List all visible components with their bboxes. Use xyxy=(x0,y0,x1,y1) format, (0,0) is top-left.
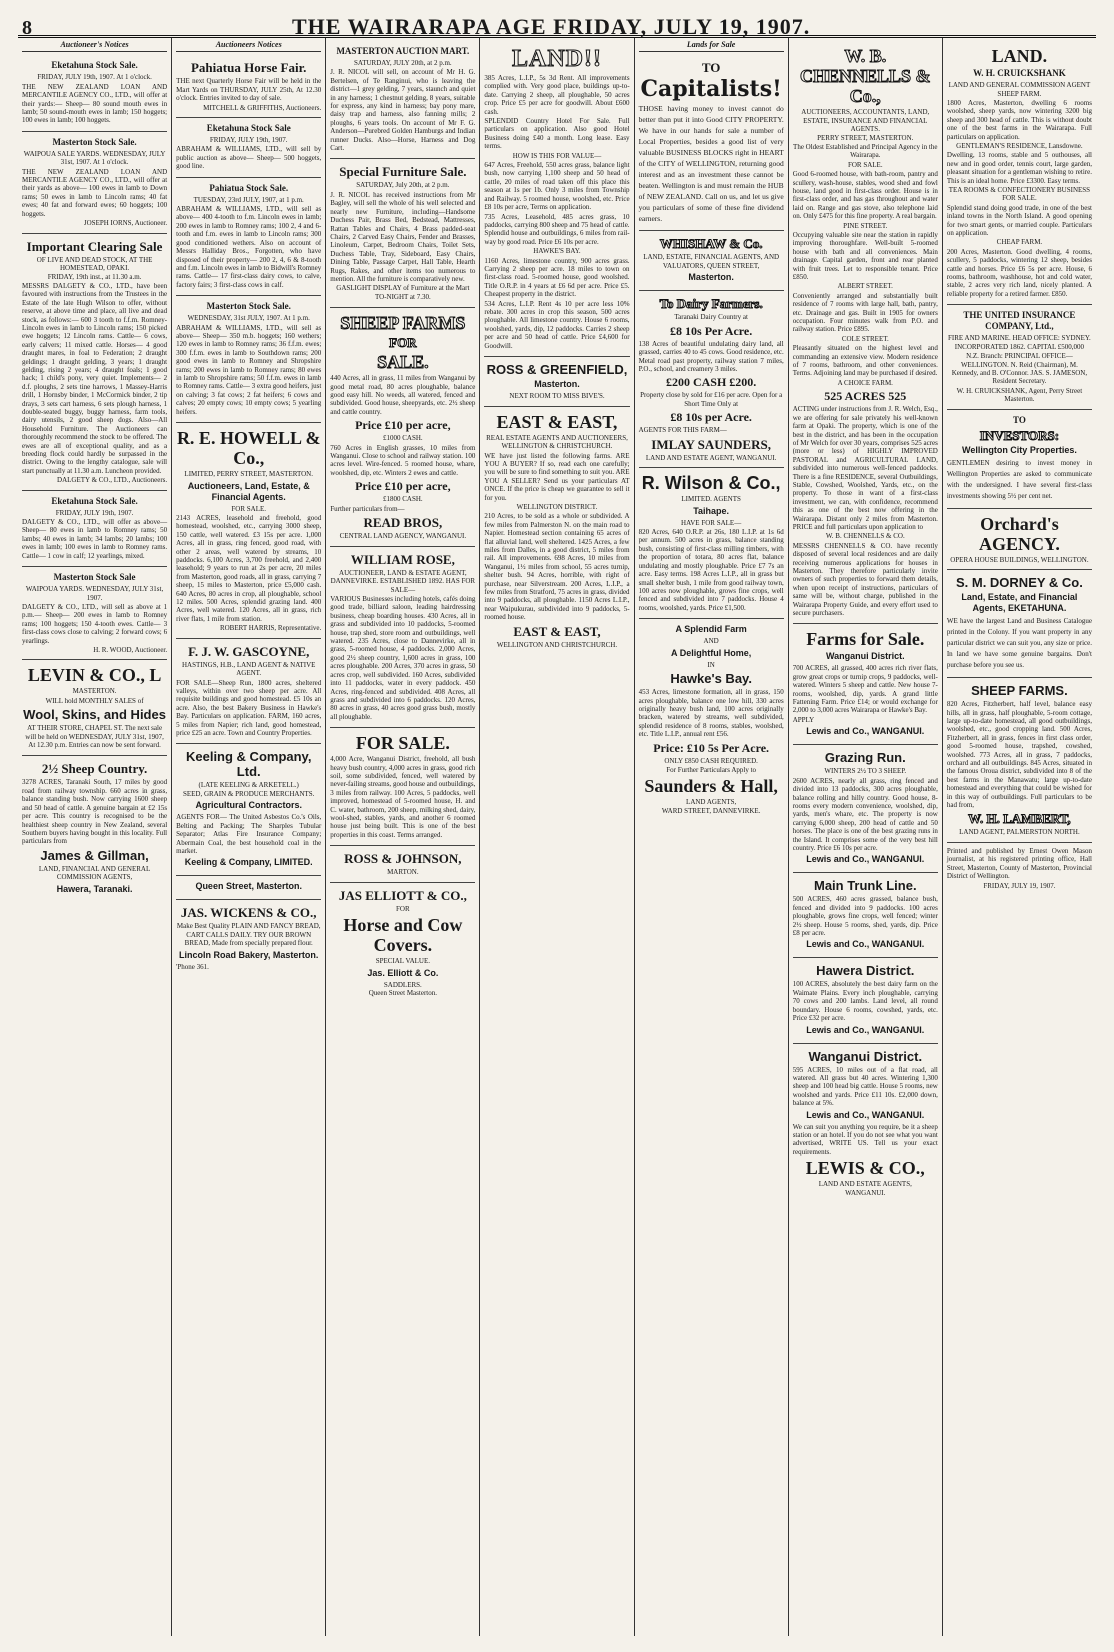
ad-body: 2143 ACRES, leasehold and freehold, good homestead, woolshed, etc., carrying 3000 sheep, 150 cattle, well watered. £3 15s per acre. 1,000 Acres, all in grass, ring fenced, good road, with other 2 areas, well watered by streams, 10 paddocks. 6,100 Acres, 3,700 freehold, and 2,400 leasehold; 9 years to run at 2s per acre, 20 miles from Masterton, good roads, all in grass, carrying 7 sheep, 15 miles to Masterton, price £5,000 cash. 640 Acres, 80 acres in crop, all ploughable, school 12 miles. 500 Acres, splendid grazing land. 400 Acres, well watered. 120 Acres, all in grass, rich river flats, 1 mile from station. xyxy=(176,513,322,623)
ad-subheading: LAND AGENTS, xyxy=(686,798,737,807)
ad-body: MESSRS CHENNELLS & CO. have recently disposed of several local residences and are daily receiving numerous applications for houses in Masterton. They therefore particularly invite owners of such properties to forward them details, when upon receipt of instructions, particulars of same will be, without charge, published in the Wairarapa Property Guide, and every effort used to secure purchasers. xyxy=(792,541,938,618)
ad-heading: Eketahuna Stock Sale. xyxy=(51,495,138,506)
ad-body: SEED, GRAIN & PRODUCE MERCHANTS. xyxy=(182,789,315,798)
ad-horse-fair xyxy=(176,55,321,118)
ad-body: AGENTS FOR— The United Asbestos Co.'s Oils, Belting and Packing; The Sharples Tubular Separator; Atlas Fire Insurance Company; Abermain Coal, the best household coal in the market. xyxy=(176,813,322,855)
ad-william-rose xyxy=(330,547,475,729)
ad-date: FRIDAY, JULY 19th, 1907. xyxy=(209,136,288,145)
ad-subheading: MASTERTON. xyxy=(72,687,117,696)
ad-subheading: REAL ESTATE AGENTS AND AUCTIONEERS, WELLINGTON & CHRISTCHURCH. xyxy=(486,433,628,450)
ad-price: Price £10 per acre, xyxy=(355,418,451,433)
ad-body: Taranaki Dairy Country at xyxy=(674,313,748,322)
ad-united-insurance xyxy=(947,305,1092,409)
ad-heading: Farms for Sale. xyxy=(806,629,925,650)
ad-furniture-sale xyxy=(330,159,475,308)
ad-address: NEXT ROOM TO MISS BIVE'S. xyxy=(509,392,605,400)
ad-body: 4,000 Acre, Wanganui District, freehold, all bush heavy bush country, 4,000 acres in grass, good rich soil, some subdivided, fenced, well watered by never-failing streams, good house and outbuildings, 3 miles from railway. 100 Acres, 5 paddocks, well improved, homestead of 5-roomed house, H. and C. water, bathroom, 200 sheep, milking shed, dairy, wool-shed, stables, yards, and another 6 roomed house just being built. This is one of the best properties in this coast. Terms arranged. xyxy=(330,755,476,839)
ad-body: MESSRS DALGETY & CO., LTD., have been favoured with instructions from the Trustees in the Estate of the late Hugh Wilson to offer, without reserve, at above time and place, all live and dead stock, as follows:— 600 3 tooth to f.f.m. Romney-Lincoln ewes in lamb to Lincoln rams; 150 picked ewe hoggets; 12 Lincoln rams. Cattle— 6 cows, early calvers; 11 mixed cattle. Horses— 4 good draught mares, in foal to Federation; 2 draught geldings; 1 draught gelding, 3 years; 1 draught gelding, rising 2 years; 4 draught foals; 1 good hack; 1 child's pony, very quiet. Implements— 2 d.f. ploughs, 2 sets tine harrows, 1 Massey-Harris drill, 1 Hornsby binder, 1 McCormick binder, 2 tip drays, 3 sets cart harness, 6 sets plough harness, 1 double-seated buggy, buggy harness, farm tools, dairy utensils, 2 good sheep dogs. Also—All Household Furniture. The Auctioneers can thoroughly recommend the stock to be offered. The ewes are all of exceptional quality, and as a breeding flock could hardly be surpassed in the district. Owing to the lengthy catalogue, sale will start punctually at 11.30 a.m. Luncheon provided. xyxy=(22,281,168,475)
ad-heading: JAS. WICKENS & CO., xyxy=(180,905,317,921)
ad-subheading: WELLINGTON AND CHRISTCHURCH. xyxy=(496,640,618,649)
ad-subheading: LIMITED. AGENTS xyxy=(681,495,741,504)
ad-price: Price: £10 5s Per Acre. xyxy=(653,740,770,755)
ad-body: 534 Acres, L.I.P. Rent 4s 10 per acre less 10% rebate. 300 acres in crop this season, 500 acres ploughable. All limestone country. House 6 rooms, woolshed, yards, dip, 12 paddocks. Carries 2 sheep per acre and 50 head of cattle. Price £4,600 for Goodwill. xyxy=(484,299,630,350)
ad-body: 735 Acres, Leasehold, 485 acres grass, 10 paddocks, carrying 800 sheep and 75 head of cattle. Splendid house and outbuildings, 6 miles from rail-way by good road. Price £6 10s per acre. xyxy=(484,212,630,246)
ad-agent: James & Gillman, xyxy=(40,847,149,863)
column-5 xyxy=(635,38,789,1636)
ad-ross-greenfield xyxy=(484,357,629,407)
ad-heading: Capitalists! xyxy=(640,76,782,103)
ad-body: 440 Acres, all in grass, 11 miles from Wanganui by good metal road, 80 acres ploughable, balance good easy hill. No weeds, all watered, fenced and subdivided. Good house, sheepyards, etc. 2½ sheep and cattle country. xyxy=(330,374,476,416)
ad-capitalists xyxy=(639,55,784,231)
ad-body: For Further Particulars Apply to xyxy=(666,766,757,775)
ad-subheading: (LATE KEELING & ARKETELL.) xyxy=(198,781,299,790)
ad-body: 453 Acres, limestone formation, all in grass, 150 acres ploughable, balance one low hill, 330 acres originally heavy bush land, 100 acres originally bracken, watered by streams, well subdivided, splendid residence of 8 rooms, stables, woolshed, etc. Title L.I.P., annual rent £56. xyxy=(638,688,784,739)
ad-sheep-country xyxy=(22,756,167,901)
page-number: 8 xyxy=(22,17,32,39)
ad-body: WE have the largest Land and Business Catalogue printed in the Colony. If you want property in any particular district we can suit you, any size or price. In land we have some genuine bargains. Don't purchase before you see us. xyxy=(946,617,1092,670)
ad-body: 385 Acres, L.I.P., 5s 3d Rent. All improvements complied with. Very good place, buildings up-to-date. Carrying 2 sheep, all ploughable, 50 acres crop. Price £5 per acre for goodwill. About £600 cash. xyxy=(484,74,630,116)
ad-body: 647 Acres, Freehold, 550 acres grass, balance light bush, now carrying 1,100 sheep and 50 head of cattle, 20 miles of road taken off this place this season at 1s per 1b. Only 3 miles from Township and Railway. 5 roomed house, woolshed, etc. Price £8 10s per acre, Terms on application. xyxy=(484,161,630,212)
ad-heading: Wanganui District. xyxy=(808,1048,923,1064)
ad-feature: Wool, Skins, and Hides xyxy=(23,707,166,723)
ad-body: VARIOUS Businesses including hotels, cafés doing good trade, billiard saloon, leading hairdressing business, cheap boarding houses. 430 Acres, all in grass and subdivided into 10 paddocks, 5-roomed house, trap shed, store room and outbuildings, well watered. 235 Acres, close to Dannevirke, all in grass, 5-roomed house, 4 paddocks. 2,000 Acres, good 2½ sheep country, 1,600 acres in grass, 100 acres ploughable. 200 Acres, 370 acres in grass, 50 acres crop, well subdivided. 160 Acres, subdivided into 11 paddocks, water in every paddock. 450 Acres, ring-fenced and subdivided. 408 Acres, all grass and subdivided into 6 paddocks. 120 Acres, 80 acres in grass, 40 acres good grass bush, mostly all ploughable. xyxy=(330,595,476,721)
ad-body: We can suit you anything you require, be it a sheep station or an hotel. If you do not see what you want advertised, WRITE US. Tell us your exact requirements. xyxy=(792,1122,938,1156)
ad-body: WILL hold MONTHLY SALES of xyxy=(45,696,144,705)
ad-wilson xyxy=(639,468,784,619)
ad-signature: W. H. CRUICKSHANK, Agent, Perry Street Masterton. xyxy=(956,386,1083,404)
ad-body: Conveniently arranged and substantially built residence of 7 rooms with large hall, bath, pantry, etc. Drainage and gas. Built in 1905 for owners occupation. Four minutes walk from P.O. and railway station. Price £895. xyxy=(792,291,938,334)
ad-label: FOR SALE. xyxy=(231,504,267,513)
ad-heading: JAS ELLIOTT & CO., xyxy=(338,887,467,903)
ad-agent: LEWIS & CO., xyxy=(805,1158,925,1179)
ad-subheading: LIMITED, PERRY STREET, MASTERTON. xyxy=(184,470,313,478)
ad-subheading: Land, Estate, and Financial Agents, EKETAHUNA. xyxy=(961,592,1078,614)
ad-body: ABRAHAM & WILLIAMS, LTD., will sell as above— 400 4-tooth to f.m. Lincoln ewes in lamb; 200 ewes in lamb to Romney rams; 100 2, 4 and 6-tooth and f.m. ewes in lamb to Lincoln rams; 300 good conditioned wethers. Also on account of Messrs Halliday Bros., Forgotten, who have disposed of their property— 200 2, 4, 6 & 8-tooth and f.m. Lincoln ewes in lamb to Bidwill's Romney rams. Cattle— 17 first-class dairy cows, to calve, factory fairs; 3 first-class cows in calf. xyxy=(176,205,322,289)
ad-title: Agricultural Contractors. xyxy=(195,800,302,811)
ad-subheading: CENTRAL LAND AGENCY, WANGANUI. xyxy=(339,532,467,541)
ad-signature: Lewis and Co., WANGANUI. xyxy=(806,726,925,737)
ad-signature: Lewis and Co., WANGANUI. xyxy=(806,1109,925,1120)
ad-signature: W. H. LAMBERT, xyxy=(968,811,1071,827)
ad-tagline: The Oldest Established and Principal Agency in the Wairarapa. xyxy=(793,142,938,160)
column-1 xyxy=(18,38,172,1636)
ad-apply: APPLY xyxy=(792,715,815,724)
ad-heading: LAND!! xyxy=(511,46,602,72)
columns xyxy=(18,38,1096,1636)
column-3 xyxy=(326,38,480,1636)
ad-sheep-farms xyxy=(330,308,475,546)
ad-subheading: FOR xyxy=(396,904,410,913)
ad-signature: Lewis and Co., WANGANUI. xyxy=(806,939,925,950)
ad-heading: ROSS & GREENFIELD, xyxy=(486,362,628,377)
ad-heading: Main Trunk Line. xyxy=(813,878,917,894)
ad-body: 3278 ACRES, Taranaki South, 17 miles by good road from railway township. 660 acres in grass, balance standing bush. Now carrying 1600 sheep and 50 head of cattle. A genuine bargain at £2 15s per acre. This country is recognised to be the healthiest sheep country in New Zealand, several Southern buyers having bought in this locality. Full particulars from xyxy=(22,778,168,846)
ad-heading: LAND. xyxy=(991,46,1048,66)
ad-heading: Hawera District. xyxy=(816,963,915,979)
ad-signature: EAST & EAST, xyxy=(513,623,601,639)
ad-body: Further particulars from— xyxy=(330,504,405,513)
ad-subheading: LAND AND ESTATE AGENTS, xyxy=(818,1180,912,1189)
ad-body: Good 6-roomed house, with bath-room, pantry and scullery, wash-house, stables, wood shed and fowl house, land good in first-class order. House is in first-class order, and has gas throughout and water laid on. Range and gas stove, also telephone laid on. Only £475 for this fine property. A real bargain. xyxy=(792,170,938,221)
ad-price: £8 10s per Acre. xyxy=(670,410,752,425)
ad-eketahuna-abraham xyxy=(176,118,321,178)
ad-body: N.Z. Branch: PRINCIPAL OFFICE—WELLINGTON. N. Reid (Chairman), M. Kennedy, and B. O'Connor. JAS. S. JAMESON, Resident Secretary. xyxy=(951,352,1088,386)
ad-cash: £200 CASH £200. xyxy=(665,375,757,390)
ad-signature: Lewis and Co., WANGANUI. xyxy=(806,854,925,865)
ad-phone: 'Phone 361. xyxy=(176,962,209,971)
ad-body: 820 Acres, 640 O.R.P. at 26s, 180 L.I.P. at 1s 6d per annum. 500 acres in grass, balance standing bush, consisting of first-class milling timbers, with the proportion of totara, 80 acres flat, balance undulating and mostly ploughable. Price £7 7s an acre. Easy terms. 198 Acres L.I.P., all in grass but small shelter bush, 1 mile from good railway town, 100 acres now ploughable, grows fine crops, well fenced and subdivided into 7 paddocks. House 4 rooms, woolshed, yards. Price £1,500. xyxy=(638,528,784,612)
ad-label: FOR SALE. xyxy=(847,160,883,169)
ad-heading: WILLIAM ROSE, xyxy=(350,551,455,567)
ad-body: SPLENDID Country Hotel For Sale. Full particulars on application. Also good Hotel Business doing £40 a month. Long lease. Easy terms. xyxy=(484,117,630,151)
ad-body: THOSE having money to invest cannot do better than put it into Good CITY PROPERTY. We have in our hands for sale a number of Local Properties, besides a good list of very valuable BUSINESS BLOCKS right in HEART of the CITY of WELLINGTON, returning good interest and as an investment these cannot be beaten. Wellington is and must remain the HUB of NEW ZEALAND. Call on us, and let us give you particulars of some of these fine dividend earners. xyxy=(638,104,784,224)
ad-body: GENTLEMEN desiring to invest money in Wellington Properties are asked to communicate with the undersigned. I have several first-class investments showing 5½ per cent net. xyxy=(946,458,1092,500)
ad-label: HAWKE'S BAY. xyxy=(533,247,581,256)
ad-body: THE next Quarterly Horse Fair will be held in the Mart Yards on THURSDAY, JULY 25th, At 12.30 o'clock. Entries invited to day of sale. xyxy=(176,77,322,103)
ad-subheading: SADDLERS. xyxy=(383,980,422,989)
ad-heading: F. J. W. GASCOYNE, xyxy=(188,643,310,659)
ad-subheading: LAND AGENT, PALMERSTON NORTH. xyxy=(959,828,1080,837)
section-heading: Auctioneers Notices xyxy=(176,41,321,52)
ad-cash: £1800 CASH. xyxy=(383,495,423,504)
ad-heading: Special Furniture Sale. xyxy=(339,164,467,180)
ad-subheading: AUCTIONEERS, ACCOUNTANTS, LAND, ESTATE, INSURANCE AND FINANCIAL AGENTS. xyxy=(801,108,930,133)
ad-hawera xyxy=(793,958,938,1043)
ad-signature: Keeling & Company, LIMITED. xyxy=(184,857,313,868)
ad-heading-3: Hawke's Bay. xyxy=(670,671,752,687)
ad-heading: INVESTORS: xyxy=(979,427,1060,443)
ad-subheading: LAND AND GENERAL COMMISSION AGENT xyxy=(948,81,1091,89)
ad-label: ALBERT STREET. xyxy=(837,282,893,291)
ad-body: 1160 Acres, limestone country, 900 acres grass. Carrying 2 sheep per acre. 18 miles to town on first-class road. 5-roomed house, good woolshed. Title O.R.P. in 4 years at £6 6d per acre. Price £5. Cheapest property in the district. xyxy=(484,256,630,299)
ad-wanganui xyxy=(793,1044,938,1203)
ad-east-east xyxy=(484,407,629,655)
ad-whishaw xyxy=(639,231,784,291)
ad-levin xyxy=(22,660,167,756)
ad-heading: Masterton Stock Sale. xyxy=(52,136,137,147)
ad-body: ABRAHAM & WILLIAMS, LTD., will sell by public auction as above— Sheep— 500 hoggets, good line. xyxy=(176,145,322,171)
ad-cash: £1000 CASH. xyxy=(383,434,423,443)
ad-heading: Masterton Stock Sale. xyxy=(206,301,291,312)
ad-body: 595 ACRES, 10 miles out of a flat road, all watered. All grass but 40 acres. Wintering 1,300 sheep and 100 head big cattle. House 5 rooms, new woolshed and yards. Price £11 10s. £2,000 down, balance at 5%. xyxy=(792,1065,938,1108)
ad-subheading: LAND, FINANCIAL AND GENERAL COMMISSION AGENTS, xyxy=(38,864,151,882)
ad-agent: W. H. CRUICKSHANK xyxy=(973,68,1066,78)
ad-subheading: OF LIVE AND DEAD STOCK, AT THE HOMESTEAD, OPAKI. xyxy=(36,255,153,272)
imprint xyxy=(947,843,1092,895)
ad-date: WAIPOUA SALE YARDS. WEDNESDAY, JULY 31st, 1907. At 1 o'clock. xyxy=(23,149,166,167)
ad-elliott xyxy=(330,883,475,1003)
ad-heading: FOR SALE. xyxy=(355,733,450,754)
ad-label: GENTLEMAN'S RESIDENCE, Lansdowne. xyxy=(956,141,1083,150)
ad-auction-mart xyxy=(330,41,475,159)
ad-signature: IMLAY SAUNDERS, xyxy=(651,436,771,452)
ad-label: HOW IS THIS FOR VALUE— xyxy=(512,151,602,160)
ad-ross-johnson xyxy=(330,846,475,883)
ad-address: Queen Street Masterton. xyxy=(368,989,437,998)
ad-body: Make Best Quality PLAIN AND FANCY BREAD, CART CALLS DAILY. TRY OUR BROWN BREAD, Made from specially prepared flour. xyxy=(176,922,321,948)
ad-grazing-run xyxy=(793,745,938,873)
masthead xyxy=(18,0,1096,38)
ad-land xyxy=(484,41,629,357)
ad-label: SHEEP FARM. xyxy=(997,89,1042,98)
ad-place: WANGANUI. xyxy=(845,1188,886,1197)
ad-heading: Pahiatua Horse Fair. xyxy=(190,60,307,76)
ad-pahiatua-stock xyxy=(176,178,321,296)
ad-heading: R. Wilson & Co., xyxy=(641,473,781,494)
ad-subheading: MARTON. xyxy=(387,868,419,877)
ad-subheading: SPECIAL VALUE. xyxy=(375,957,431,966)
ad-place: Hawera, Taranaki. xyxy=(56,883,133,894)
ad-subheading: HASTINGS, H.B., LAND AGENT & NATIVE AGENT. xyxy=(181,660,316,678)
ad-subheading: AND xyxy=(703,637,719,646)
ad-body: DALGETY & CO., LTD., will offer as above— Sheep— 80 ewes in lamb to Romney rams; 50 lambs; 40 ewes in lamb; 34 lambs; 20 lambs; 100 ewes in lamb; 100 ewes in lamb to Romney rams. Cattle— 1 cow in calf; 12 yearlings, mixed. xyxy=(22,518,168,560)
ad-signature: DALGETY & CO., LTD., Auctioneers. xyxy=(57,476,168,485)
ad-body: 100 ACRES, absolutely the best dairy farm on the Waimate Plains. Every inch ploughable, carrying 70 cows and 200 lambs. Land level, all round boundary. House 6 rooms, cowshed, yards, etc. Price £32 per acre. xyxy=(792,980,938,1023)
ad-masterton-abraham xyxy=(176,296,321,423)
ad-signature: ROBERT HARRIS, Representative. xyxy=(219,624,322,633)
ad-cruickshank xyxy=(947,41,1092,305)
ad-body: 700 ACRES, all grassed, 400 acres rich river flats, grow great crops or turnip crops, 9 paddocks, well-watered. Winters 5 sheep and cattle. New house 7-rooms, woolshed, dip, yards. A grand little Fattening Farm. Price £14; or would exchange for 2,000 to 3,000 acres Wairarapa or Hawke's Bay. xyxy=(792,664,938,715)
ad-body: FOR SALE—Sheep Run, 1800 acres, sheltered valleys, within over two sheep per acre. All requisite buildings and good homestead. £5 10s an acre. Also, the best Bakery Business in Hawke's Bay. Particulars on application. FARM, 160 acres, 5 miles from Napier; rich land, good homestead, price £25 an acre. Town and Country Properties. xyxy=(176,678,322,738)
ad-subheading: Wanganui District. xyxy=(825,651,905,662)
ad-heading: MASTERTON AUCTION MART. xyxy=(336,46,470,56)
column-7 xyxy=(943,38,1096,1636)
ad-heading: LEVIN & CO., L xyxy=(27,665,162,686)
ad-signature: H. R. WOOD, Auctioneer. xyxy=(93,645,168,654)
ad-date: FRIDAY, 19th inst., at 11.30 a.m. xyxy=(47,272,142,281)
ad-body: ABRAHAM & WILLIAMS, LTD., will sell as above— Sheep— 350 m.b. hoggets; 160 wethers; 120 ewes in lamb to Romney rams; 36 f.f.m. ewes; 300 f.f.m. ewes in lamb to Southdown rams; 200 good ewes in lamb to Romney and Shropshire rams; 200 ewes in lamb to Romney rams; 80 ewes in lamb to Shropshire rams; 50 f.f.m. ewes in lamb to Romney rams. Cattle— 3 extra good heifers, just on calving; 3 fat cows; 2 fat heifers; 6 cows and calves; 20 empty cows; 10 empty cows; 5 yearling heifers. xyxy=(176,323,322,416)
ad-date: SATURDAY, July 20th, at 2 p.m. xyxy=(356,181,450,190)
ad-agent: Saunders & Hall, xyxy=(644,776,778,797)
ad-body: AGENTS FOR THIS FARM— xyxy=(638,426,727,435)
ad-dorney xyxy=(947,570,1092,678)
ad-heading: A Splendid Farm xyxy=(675,624,747,635)
ad-subheading: FIRE AND MARINE. HEAD OFFICE: SYDNEY. INCORPORATED 1862. CAPITAL £500,000 xyxy=(948,334,1091,351)
ad-for-sale xyxy=(330,728,475,846)
ad-clearing-sale xyxy=(22,234,167,491)
ad-body: J. R. NICOL has received instructions from Mr Bagley, will sell the whole of his well selected and nearly new Furniture, including—Handsome Duchess Pair, Brass Bed, Bedstead, Mattresses, Rattan Tables and Chairs, 4 Brass padded-seat Chairs, 2 Carved Easy Chairs, Fender and Brasses, Linoleum, Carpet, Bedroom Chairs, Toilet Sets, Duchess Table, Tray, Sideboard, Easy Chairs, Dining Table, Passage Carpet, Hall Table, Hearth Rugs, Rakes, and other items too numerous to mention. All the furniture is comparatively new. xyxy=(330,190,476,283)
ad-label: COLE STREET. xyxy=(841,334,889,343)
column-4 xyxy=(480,38,634,1636)
ad-date: SATURDAY, JULY 20th, at 2 p.m. xyxy=(354,59,452,67)
ad-queen-street xyxy=(176,876,321,900)
ad-sheep-farms-lambert xyxy=(947,678,1092,843)
ad-heading: To Dairy Farmers. xyxy=(659,296,763,312)
ad-heading: 2½ Sheep Country. xyxy=(41,761,148,777)
imprint-text: Printed and published by Ernest Owen Mason journalist, at his registered printing office, Hall Street, Masterton, County of Masterton, Provincial District of Wellington. xyxy=(946,846,1092,881)
section-heading: Lands for Sale xyxy=(639,41,784,52)
ad-body: THE NEW ZEALAND LOAN AND MERCANTILE AGENCY CO., LTD., will offer at their yards:— Sheep— 80 sound mouth ewes in lamb; 50 sound-mouth ewes in lamb; 150 hoggets; 100 ewes in lamb; 100 hoggets. xyxy=(22,82,168,125)
ad-body: Splendid stand doing good trade, in one of the best inland towns in the North Island. A good opening for two smart gents, or married couple. Particulars on application. xyxy=(946,203,1092,237)
ad-wickens xyxy=(176,900,321,976)
ad-body: 500 ACRES, 460 acres grassed, balance bush, fenced and divided into 9 paddocks. 100 acres ploughable, grows fine crops, well fenced; winter 2½ sheep. House 5 rooms, shed, yards, dip. Price £8 per acre. xyxy=(792,895,938,938)
ad-date: FRIDAY, JULY 19th, 1907. At 1 o'clock. xyxy=(37,73,152,82)
ad-heading: Important Clearing Sale xyxy=(26,238,163,254)
ad-body: 1800 Acres, Masterton, dwelling 6 rooms woolshed, sheep yards, now wintering 3200 big sheep and 300 head of cattle. This is without doubt one of the best farms in the Wairarapa. Full particulars on application. xyxy=(946,98,1092,141)
ad-farms-for-sale xyxy=(793,624,938,745)
ad-gascoyne xyxy=(176,639,321,745)
ad-investors xyxy=(947,410,1092,509)
ad-heading: EAST & EAST, xyxy=(496,411,618,432)
ad-subheading: LAND AND ESTATE AGENT, WANGANUI. xyxy=(645,453,777,462)
ad-heading: Masterton Stock Sale xyxy=(53,572,136,583)
ad-main-trunk xyxy=(793,873,938,958)
ad-signature: Lewis and Co., WANGANUI. xyxy=(806,1024,925,1035)
ad-body: ACTING under instructions from J. R. Welch, Esq., we are offering for sale privately his well-known farm at Opaki. The property, which is one of the best in the district, and has been in the occupation of Mr Welch for over 30 years, comprises 525 acres (more or less) of HIGHLY IMPROVED PASTORAL and AGRICULTURAL LAND, subdivided into numerous well-fenced paddocks. There is a fine RESIDENCE, several Outbuildings, Stable, Cowshed, Woolshed, Yards, etc., on the property. To those in want of a first-class investment, we can, with confidence, recommend this as one of the best now offering in the Wairarapa. Distant only 2 miles from Masterton. PRICE and full particulars upon application to xyxy=(792,405,938,531)
ad-label: TEA ROOMS & CONFECTIONERY BUSINESS FOR SALE. xyxy=(948,185,1091,203)
ad-eketahuna-dalgety xyxy=(22,491,167,567)
ad-label: CHEAP FARM. xyxy=(996,238,1043,247)
ad-body: WE have just listed the following farms. ARE YOU A BUYER? If so, read each one carefully; you will be sure to find something to suit you. ARE YOU A SELLER? Send us your particulars AT ONCE. If the price is cheap we guarantee to sell it for you. xyxy=(484,451,630,502)
ad-date: WAIPOUA YARDS. WEDNESDAY, JULY 31st, 1907. xyxy=(25,585,164,602)
ad-chennells xyxy=(793,41,938,624)
section-heading: Auctioneer's Notices xyxy=(22,41,167,52)
ad-heading: WHISHAW & Co. xyxy=(659,236,763,252)
ad-heading: Eketahuna Stock Sale xyxy=(206,123,291,134)
ad-body: J. R. NICOL will sell, on account of Mr H. G. Bertelsen, of Te Ranginui, who is leaving the district—1 grey gelding, 7 years, staunch and quiet in any harness; 1 chestnut gelding, 8 years, suitable for express, any kind in harness; bay pony mare, daisy trap and harness, also fanning mills; 2 ploughs, 6 years tools. On account of Mr F. G. Anderson—Purebred Golden Hamburgs and Indian runner Ducks. Also—Horse, Harness and Dog Cart. xyxy=(330,68,476,153)
ad-subheading: Wellington City Properties. xyxy=(961,444,1077,455)
ad-place: Masterton. xyxy=(534,379,580,389)
ad-heading: ROSS & JOHNSON, xyxy=(344,851,462,867)
ad-keeling xyxy=(176,744,321,876)
ad-body: Dwelling, 13 rooms, stable and 5 outhouses, all new and in good order, tennis court, large garden, pleasant situation for a gentleman wishing to retire. This is an ideal home. Price £3300. Easy terms. xyxy=(946,151,1092,185)
ad-subheading: OPERA HOUSE BUILDINGS, WELLINGTON. xyxy=(950,555,1089,564)
ad-heading: Orchard's AGENCY. xyxy=(978,513,1060,554)
ad-signature: MITCHELL & GRIFFITHS, Auctioneers. xyxy=(203,103,322,112)
ad-body: Pleasantly situated on the highest level and commanding an extensive view. Modern residence of 7 rooms, bathroom, and other conveniences. Terms. Adjoining land may be purchased if desired. xyxy=(792,344,938,378)
ad-price: Price £10 per acre, xyxy=(355,479,451,494)
ad-howell xyxy=(176,423,321,639)
ad-signature: W. B. CHENNELLS & CO. xyxy=(825,532,905,541)
ad-price: £8 10s Per Acre. xyxy=(670,323,753,338)
ad-place: Masterton. xyxy=(688,272,734,283)
ad-heading: THE UNITED INSURANCE COMPANY, Ltd., xyxy=(963,310,1076,332)
ad-body: 210 Acres, to be sold as a whole or subdivided. A few miles from Palmerston N. on the main road to Napier. Homestead section containing 65 acres of flat alluvial land, well sheltered. 1425 Acres, a few miles from Dalles, in a good district, 5 miles from rail. All improvements. 698 Acres, 10 miles from Wanganui, 1½ miles from school, 55 acres turnip, shelter bush. 94 Acres, horrible, with right of purchase, near Silverstream. 200 Acres, L.I.P., a few miles from Stratford, 75 acres in grass, divided into 9 paddocks, all ploughable. 1150 Acres L.I.P., near Waipukurau, subdivided into 9 paddocks, 5-roomed house. xyxy=(484,512,630,622)
ad-splendid-farm xyxy=(639,619,784,820)
ad-heading: SHEEP FARMS. xyxy=(971,683,1068,699)
ad-address: WARD STREET, DANNEVIRKE. xyxy=(661,806,761,815)
ad-heading: S. M. DORNEY & Co. xyxy=(955,575,1083,591)
ad-title: Auctioneers, Land, Estate, & Financial Agents. xyxy=(187,480,310,502)
ad-signature: Jas. Elliott & Co. xyxy=(367,967,439,978)
ad-heading: Grazing Run. xyxy=(824,750,906,766)
ad-cash: ONLY £850 CASH REQUIRED. xyxy=(664,756,758,765)
ad-heading: Pahiatua Stock Sale. xyxy=(209,182,289,193)
ad-date: FRIDAY, JULY 19th, 1907. xyxy=(55,508,134,517)
ad-footer: GASLIGHT DISPLAY of Furniture at the Mart TO-NIGHT at 7.30. xyxy=(336,284,470,301)
ad-label: HAVE FOR SALE— xyxy=(681,518,742,527)
ad-body: Occupying valuable site near the station in rapidly improving thoroughfare. Well-built 5-roomed house with bath and all conveniences. Main drainage. Capital garden, front and rear planted with fruit trees. Let to responsible tenant. Price £850. xyxy=(792,230,938,281)
ad-body: Property close by sold for £16 per acre. Open for a Short Time Only at xyxy=(640,391,783,408)
newspaper-title: THE WAIRARAPA AGE FRIDAY, JULY 19, 1907. xyxy=(292,14,811,39)
ad-signature: Lincoln Road Bakery, Masterton. xyxy=(179,949,319,960)
ad-heading: Keeling & Company, Ltd. xyxy=(185,749,312,780)
ad-date: TUESDAY, 23rd JULY, 1907, at 1 p.m. xyxy=(193,195,304,204)
ad-agent: READ BROS, xyxy=(363,515,443,531)
ad-heading: W. B. CHENNELLS & Co., xyxy=(800,46,931,106)
ad-body: DALGETY & CO., LTD., will sell as above at 1 p.m.— Sheep— 200 ewes in lamb to Romney rams; 100 hoggets; 150 4-tooth ewes. Cattle— 3 first-class cows close to calving; 2 forward cows; 6 yearlings. xyxy=(22,602,168,645)
ad-subheading: WINTERS 2½ TO 3 SHEEP. xyxy=(824,767,907,776)
ad-acres: 525 ACRES 525 xyxy=(824,389,907,404)
ad-place: Taihape. xyxy=(693,505,730,516)
ad-body: 138 Acres of beautiful undulating dairy land, all grassed, carries 40 to 45 cows. Good residence, etc. Metal road past property, railway station 7 miles, P.O., school, and creamery 3 miles. xyxy=(638,339,784,374)
ad-signature: JOSEPH IORNS, Auctioneer. xyxy=(83,219,168,228)
ad-heading: SHEEP FARMS xyxy=(340,313,466,334)
ad-masterton-loan xyxy=(22,132,167,234)
ad-heading-to: TO xyxy=(1012,414,1026,425)
ad-eketahuna-loan xyxy=(22,55,167,131)
ad-orchard xyxy=(947,509,1092,571)
ad-body: 200 Acres, Masterton. Good dwelling, 4 rooms, scullery, 5 paddocks, wintering 12 sheep, besides cattle and horses. Price £6 5s per acre. House, 6 rooms, bathroom, washhouse, hot and cold water, stable, 2 acres very rich land, nicely planted. A reliable property for a retired farmer. £850. xyxy=(946,247,1092,298)
ad-body: 760 Acres in English grasses, 10 miles from Wanganui. Close to school and railway station. 100 acres level. Wire-fenced. 5 roomed house, whare, woolshed, dip, etc. Winters 2 ewes and cattle. xyxy=(330,443,476,477)
ad-masterton-dalgety xyxy=(22,567,167,660)
ad-date: WEDNESDAY, 31st JULY, 1907. At 1 p.m. xyxy=(187,314,310,323)
ad-heading: Eketahuna Stock Sale. xyxy=(51,60,138,71)
ad-heading-2: A Delightful Home, xyxy=(671,647,752,658)
ad-label: PINE STREET. xyxy=(843,221,888,230)
ad-body: AT THEIR STORE, CHAPEL ST. The next sale will be held on WEDNESDAY, JULY 31st, 1907, At 12.30 p.m. Entries can now be sent forward. xyxy=(25,724,164,750)
ad-heading: R. E. HOWELL & Co., xyxy=(176,428,321,468)
column-6 xyxy=(789,38,943,1636)
ad-dairy-farmers xyxy=(639,291,784,468)
ad-heading-sale: SALE. xyxy=(377,352,429,373)
ad-heading-to: TO xyxy=(701,60,721,76)
ad-feature: Horse and Cow Covers. xyxy=(343,915,463,956)
ad-heading-for: FOR xyxy=(389,335,417,351)
ad-body: 820 Acres, Fitzherbert, half level, balance easy hills, all in grass, half ploughable, 5-room cottage, large up-to-date homestead, all good outbuildings, woolshed, etc., good cropping land. 500 Acres, Fitzherbert, all in grass, fences in first class order, good 5-roomed house, trapshed, cowshed, woolshed. 773 Acres, all in grass, 7 paddocks, orchard and all outbuildings. 845 Acres, situated in the famous Oroua district, subdivided into 8 of the best farms in the Manawatu; large up-to-date homestead and everything that could be wished for in this way of outbuildings. Full particulars to be had from, xyxy=(946,700,1092,810)
ad-body: 2600 ACRES, nearly all grass, ring fenced and divided into 13 paddocks, 300 acres ploughable, balance rolling and hilly country. Good house, 8-rooms every modern convenience, woolshed, dip, yards, men's whare, etc. The property is now carrying 6,000 sheep, 200 head of cattle and 50 horses. The place is one of the best grazing runs in the Island. It comprises some of the very best hill country. Price £6 10s per acre. xyxy=(792,776,938,853)
ad-subheading: AUCTIONEER, LAND & ESTATE AGENT, DANNEVIRKE. ESTABLISHED 1892. HAS FOR SALE— xyxy=(330,568,476,594)
ad-subheading: IN xyxy=(707,660,715,669)
ad-body: THE NEW ZEALAND LOAN AND MERCANTILE AGENCY CO., LTD., will offer at their yards as above— 100 ewes in lamb to Down rams; 50 ewes in lamb to Lincoln rams; 40 fat ewes; 40 fat and forward ewes; 60 hoggets; 100 hoggets. xyxy=(22,167,168,218)
ad-heading: Queen Street, Masterton. xyxy=(195,881,302,892)
column-2 xyxy=(172,38,326,1636)
ad-subheading: LAND, ESTATE, FINANCIAL AGENTS, AND VALUATORS, QUEEN STREET, xyxy=(643,253,780,270)
ad-address: PERRY STREET, MASTERTON. xyxy=(817,133,914,142)
imprint-date: FRIDAY, JULY 19, 1907. xyxy=(983,881,1056,890)
ad-label: WELLINGTON DISTRICT. xyxy=(516,502,598,511)
ad-label: A CHOICE FARM. xyxy=(837,378,893,387)
